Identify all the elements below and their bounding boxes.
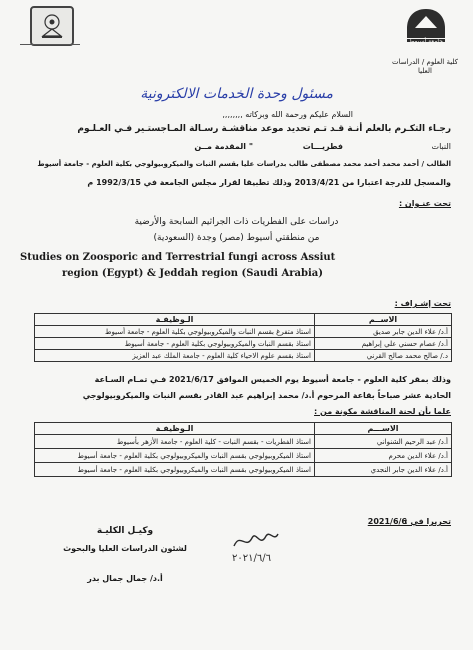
venue-line1: وذلك بمقر كلية العلوم - جامعة أسيوط يوم الخميس الموافق 2021/6/17 فـي تمـام السـاعة — [94, 375, 451, 384]
table-row — [35, 326, 452, 338]
handwritten-signature — [230, 528, 280, 554]
title-arabic-line1: دراسات على الفطريات ذات الجراثيم السابحة والأرضية — [134, 217, 339, 227]
table-row — [35, 449, 452, 463]
university-logo — [401, 6, 451, 58]
supervisor-position: استاذ متفرغ بقسم النبات والميكروبيولوجي بكلية العلوم - جامعة أسيوط — [35, 326, 315, 338]
committee-member-name: أ.د/ علاء الدين محرم — [315, 449, 452, 463]
committee-member-position: استاذ الفطريات - بقسم النبات - كلية العلوم - جامعة الأزهر بأسيوط — [35, 435, 315, 449]
venue-line2: الحادية عشر صباحاً بقاعة المرحوم أ.د/ محمد إبراهيم عبد القادر بقسم النبات والميكروبيولوجي — [82, 391, 451, 400]
supervision-table — [34, 313, 452, 362]
faculty-seal-logo — [30, 6, 74, 46]
faculty-name-line1: كلية العلوم / الدراسات — [392, 58, 458, 66]
supervisor-name: أ.د/ عصام حسني علي إبراهيم — [315, 338, 452, 350]
committee-table — [34, 422, 452, 477]
supervisor-position: استاذ بقسم علوم الاحياء كلية العلوم - جامعة الملك عبد العزيز — [35, 350, 315, 362]
table-row — [35, 350, 452, 362]
column-header-position: الـوظيفـة — [35, 314, 315, 326]
table-row — [35, 463, 452, 477]
university-logo-text: جامعة أسيوط — [409, 38, 443, 45]
written-date-value: 2021/6/6 — [367, 517, 407, 526]
title-arabic-line2: من منطقتي أسيوط (مصر) وجدة (السعودية) — [153, 233, 320, 243]
field-label: النبات — [431, 142, 451, 151]
table-row — [35, 435, 452, 449]
title-english-line1: Studies on Zoosporic and Terrestrial fungi across Assiut — [20, 252, 336, 263]
supervisor-name: أ.د/ علاء الدين جابر صديق — [315, 326, 452, 338]
supervision-label: تحت إشـراف : — [394, 299, 451, 308]
title-english-line2: region (Egypt) & Jeddah region (Saudi Arabia) — [62, 268, 323, 279]
supervisor-name: د./ صالح محمد صالح القرني — [315, 350, 452, 362]
column-header-name: الاســم — [315, 314, 452, 326]
field-dept: فطريـــات — [302, 142, 343, 151]
table-row — [35, 338, 452, 350]
written-date-label: تحريرا في : — [404, 517, 451, 526]
committee-member-position: استاذ الميكروبيولوجي بقسم النبات والميكروبيولوجي بكلية العلوم - جامعة أسيوط — [35, 449, 315, 463]
table-header-row — [35, 314, 452, 326]
committee-member-name: أ.د/ عبد الرحيم الشنواني — [315, 435, 452, 449]
vice-dean-subtitle: لشئون الدراسات العليا والبحوث — [63, 544, 187, 553]
committee-member-name: أ.د/ علاء الدين جابر النجدي — [315, 463, 452, 477]
request-line: رجـاء التكـرم بالعلم أنـة قـد تـم تحديد موعد مناقشـة رسـالة المـاجستـير فـي العـلـوم — [77, 124, 451, 134]
handwritten-date: ٢٠٢١/٦/٦ — [232, 553, 271, 564]
field-provided-by: " المقدمة مــن — [194, 142, 253, 151]
vice-dean-title: وكيـل الكليـة — [96, 526, 154, 536]
faculty-name-line2: العليا — [417, 67, 433, 75]
student-line: الطالب / أحمد محمد أحمد محمد مصطفى طالب بدراسات عليا بقسم النبات والميكروبيولوجي بكلية العلوم - جامعة أسيوط — [37, 160, 451, 168]
supervisor-position: استاذ بقسم النبات والميكروبيولوجي بكلية العلوم - جامعة أسيوط — [35, 338, 315, 350]
column-header-position: الـوظيفـة — [35, 423, 315, 435]
title-label: تحت عنـوان : — [398, 199, 451, 208]
table-header-row — [35, 423, 452, 435]
seal-underline — [20, 44, 80, 50]
greeting-text: السلام عليكم ورحمة الله وبركاته ,,,,,,,, — [222, 110, 353, 119]
handwritten-addressee: مسئول وحدة الخدمات الالكترونية — [140, 86, 333, 102]
committee-member-position: استاذ الميكروبيولوجي بقسم النبات والميكروبيولوجي بكلية العلوم - جامعة أسيوط — [35, 463, 315, 477]
committee-label: علما بأن لجنة المناقشة مكونة من : — [314, 407, 451, 416]
registration-line: والمسجل للدرجة اعتبارا من 2013/4/21 وذلك تطبيقا لقرار مجلس الجامعة في 1992/3/15 م — [87, 178, 451, 187]
vice-dean-name: أ.د/ جمال جمال بدر — [87, 574, 163, 583]
column-header-name: الاســـم — [315, 423, 452, 435]
